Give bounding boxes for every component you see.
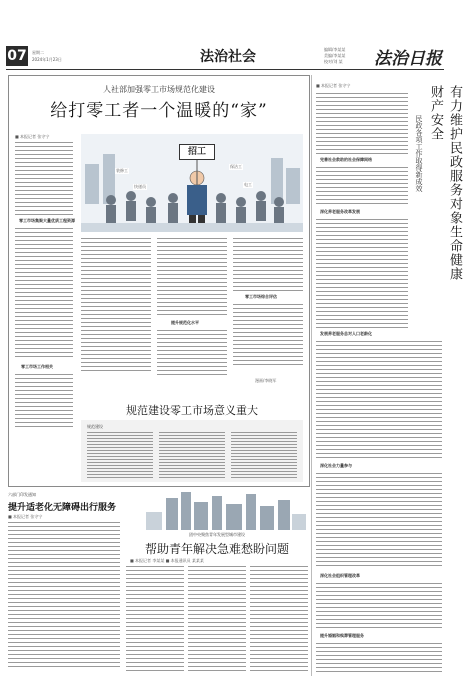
bottom-headline: 帮助青年解决急难愁盼问题 [144,542,289,556]
lead-story [8,75,310,487]
lead-col3-text [157,238,227,318]
sidebar-col-text [87,432,153,480]
lead-headline: 给打零工者一个温暖的“家” [50,101,268,121]
right-subhead: 深化社会组织管理改革 [320,573,360,578]
illustration-label: 快递员 [134,184,146,189]
right-text [316,341,442,461]
right-column [314,75,462,676]
right-text [316,219,408,331]
bottom-col-text [126,566,184,674]
right-subhead: 发展养老服务总对人口老龄化 [320,331,372,336]
lead-col1-text-bottom [15,374,73,430]
bottom-col-text [250,566,308,674]
hiring-sign-text: 招工 [187,147,206,157]
illustration-label: 保洁工 [230,164,242,169]
right-subhead: 完善社会救助的社会保障网络 [320,157,372,162]
editor-lines [324,47,370,65]
sidebar-col-text [159,432,225,480]
lead-kicker: 人社部加强零工市场规范化建设 [103,85,215,94]
lead-illustration [81,134,303,232]
newspaper-name: 法治日报 [374,49,442,69]
city-skyline-illustration [126,490,308,530]
right-subhead: 提升婚姻和殡葬管理服务 [320,633,364,638]
brief-kicker: 六部门印发通知 [8,492,36,497]
right-subhead: 深化养老服务改革发展 [320,209,360,214]
bottom-story [126,490,308,676]
lead-col2-text [81,238,151,374]
bottom-col-text [188,566,246,674]
left-brief [8,490,120,676]
sidebar-col-text [231,432,297,480]
hiring-sign [179,144,215,160]
section-title: 法治社会 [200,49,256,65]
lead-subhead: 提升规范化水平 [171,320,199,325]
lead-sidebar-box [81,420,303,482]
lead-col3-text-lower [157,330,227,378]
masthead [6,44,444,70]
right-byline: ■ 本报记者 张守宁 [316,83,351,88]
right-vertical-kicker: 民政各项工作取得新成效 [415,115,423,192]
lead-subhead: 零工市场工作相关 [21,364,53,369]
editor-line: 编辑/李某某 [324,47,346,52]
lead-author-note: 漫画/李晓军 [255,378,277,383]
lead-byline: ■ 本报记者 张守宁 [15,134,50,139]
lead-col1-text-top [15,142,73,218]
page-number-badge [6,46,28,66]
right-column-divider [311,75,312,676]
lead-mid-headline: 规范建设零工市场意义重大 [126,404,258,417]
date-line-1: 星期二 [32,50,44,55]
brief-byline: ■ 本报记者 张守宁 [8,514,43,519]
bottom-kicker: 团中央聚焦青年发展型城市建设 [189,532,245,537]
lead-col1-text-mid [15,228,73,360]
lead-subhead: 零工市场集聚大量优质工程资源 [19,218,75,223]
right-text [316,473,442,569]
right-text [316,643,442,675]
brief-text [8,522,120,670]
illustration-label: 装修工 [116,168,128,173]
right-text [316,167,408,207]
right-subhead: 深化社会力量参与 [320,463,352,468]
lead-subhead: 规范建设 [87,424,103,429]
editor-line: 校对/刘 某 [324,59,343,64]
right-text-top [316,93,408,157]
lead-subhead: 零工市场综合评估 [245,294,277,299]
page-number: 07 [7,48,27,64]
bottom-byline: ■ 本报记者 李某某 ■ 本报通讯员 某某某 [130,558,204,563]
right-vertical-headline: 有力维护民政服务对象生命健康财产安全 [428,85,462,281]
lead-col4-text-lower [233,304,303,368]
masthead-rule [6,69,444,70]
illustration-label: 电工 [244,182,252,187]
right-text [316,583,442,631]
date-line-2: 2024年1月23日 [32,57,62,62]
lead-col4-text [233,238,303,294]
editor-line: 美编/李某某 [324,53,346,58]
brief-headline: 提升适老化无障碍出行服务 [8,503,117,513]
